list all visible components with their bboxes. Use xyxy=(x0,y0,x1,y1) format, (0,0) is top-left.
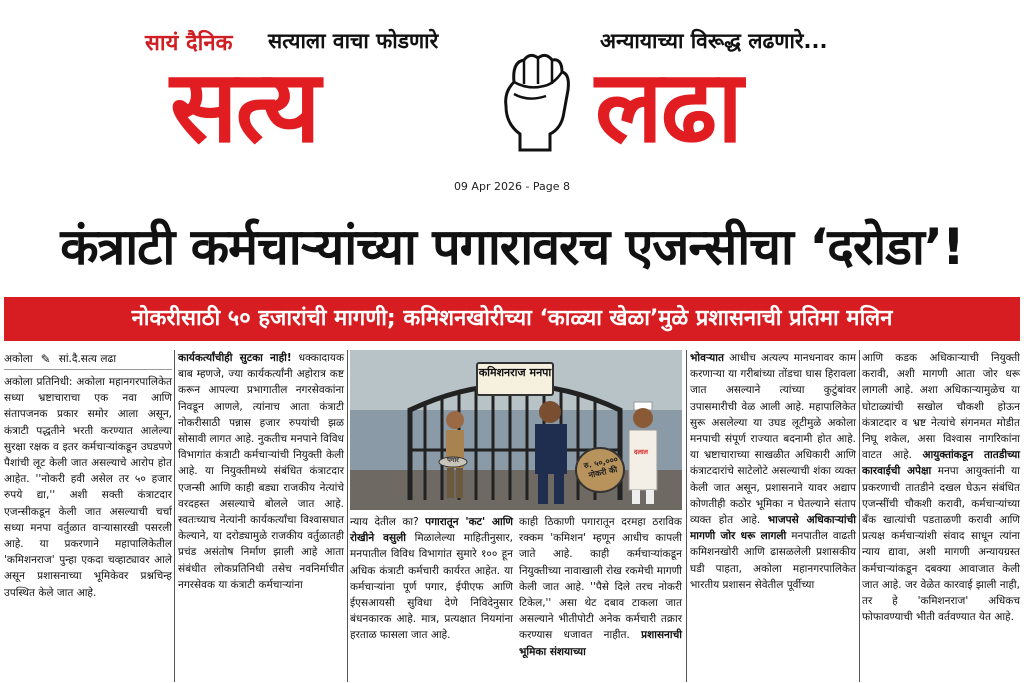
gate-sign: कमिशनराज मनपा xyxy=(476,362,554,396)
newspaper-title-right: लढा xyxy=(595,48,741,165)
dateline: 09 Apr 2026 - Page 8 xyxy=(453,180,571,193)
pen-icon: ✎ xyxy=(40,352,51,367)
coat-label: दलाल xyxy=(634,448,648,456)
column-text: मिळालेल्या माहितीनुसार, मनपातील विविध विभागांत सुमारे १०० हून अधिक कंत्राटी कर्मचारी कार्यरत आहेत. या कर्मचाऱ्यांना पूर्ण पगार, ईपीएफ आणि ईएसआयसी सुविधा देणे निविदेनुसार बंधनकारक आहे. मात्र, प्रत्यक्षात नियमांना हरताळ फासला जात आहे. xyxy=(350,532,513,642)
section-heading: आयुक्तांकडून तातडीच्या कारवाईची अपेक्षा xyxy=(862,449,1021,478)
section-heading: कार्यकर्त्यांचीही सुटका नाही! xyxy=(178,352,292,364)
column-text: आधीच अत्यल्प मानधनावर काम करणाऱ्या या गरीबांच्या तोंडचा घास हिरावला जात असल्याने त्यांच्या कुटुंबांवर उपासमारीची वेळ आली आहे. महापालिकेत सुरू असलेल्या या उघड लूटीमुळे अकोला मनपाची संपूर्ण राज्यात बदनामी होत आहे. या भ्रष्टाचाराच्या साखळीत अधिकारी आणि कंत्राटदारांचे साटेलोटे असल्याची शंका व्यक्त केली जात असून, प्रशासनाने यावर अद्याप कोणतीही कठोर भूमिका न घेतल्याने संताप व्यक्त होत आहे. xyxy=(690,352,856,527)
byline xyxy=(4,350,172,370)
column-text: आणि कडक अधिकाऱ्याची नियुक्ती करावी, अशी मागणी आता जोर धरू लागली आहे. अशा अधिकाऱ्यामुळेच या घोटाळ्यांची सखोल चौकशी होऊन कंत्राटदार व भ्रष्ट नेत्यांचे संगनमत मोडीत निघू शकेल, असा विश्वास नागरिकांना वाटत आहे. xyxy=(862,352,1020,462)
column-text: मनपा आयुक्तांनी या प्रकरणाची तातडीने दखल घेऊन संबंधित एजन्सींची चौकशी करावी, कर्मचाऱ्यांच्या बँक खात्यांची पडताळणी करावी आणि प्रत्यक्ष कर्मचाऱ्यांशी संवाद साधून त्यांना न्याय द्यावा, अशी मागणी अन्यायग्रस्त कर्मचाऱ्यांकडून दबक्या आवाजात केली जात आहे. जर वेळेत कारवाई झाली नाही, तर हे 'कमिशनराज' अधिकच फोफावण्याची भीती वर्तवण्यात येत आहे. xyxy=(862,465,1020,624)
raised-fist-icon xyxy=(484,42,584,152)
edition-tag: सायं दैनिक xyxy=(145,31,233,56)
column-text: मनपातील वाढती कमिशनखोरी आणि ढासळलेली प्रशासकीय घडी पाहता, अकोला महानगरपालिकेत भारतीय प्रशासन सेवेतील पूर्वीच्या xyxy=(690,530,856,591)
subheadline: नोकरीसाठी ५० हजारांची मागणी; कमिशनखोरीच्या ‘काळ्या खेळा’मुळे प्रशासनाची प्रतिमा मलिन xyxy=(131,306,893,331)
article-column-1 xyxy=(4,350,172,601)
section-heading: प्रशासनाची भूमिका संशयाच्या xyxy=(519,629,682,658)
column-text: अकोला प्रतिनिधी: अकोला महानगरपालिकेत सध्या भ्रष्टाचाराचा एक नवा आणि संतापजनक प्रकार समोर आला असून, कंत्राटी पद्धतीने भरती करण्यात आलेल्या सुरक्षा रक्षक व इतर कर्मचाऱ्यांकडून उघडपणे पैशांची लूट केली जात असल्याचे आरोप होत आहेत. ''नोकरी हवी असेल तर ५० हजार रुपये द्या,'' अशी सक्ती कंत्राटदार एजन्सीकडून केली जात असल्याची चर्चा सध्या मनपा वर्तुळात वाऱ्यासारखी पसरली आहे. या प्रकरणाने महापालिकेतील 'कमिशनराज' पुन्हा एकदा चव्हाट्यावर आले असून प्रशासनाच्या भूमिकेवर प्रश्नचिन्ह उपस्थित केले जात आहे. xyxy=(4,376,172,599)
tagline-left: सत्याला वाचा फोडणारे xyxy=(268,29,439,53)
tagline-right: अन्यायाच्या विरूद्ध लढणारे... xyxy=(600,29,828,53)
masthead xyxy=(0,0,1024,200)
column-divider xyxy=(347,350,348,682)
column-divider xyxy=(174,350,175,682)
section-heading: भाजपसे अधिकाऱ्यांची मागणी जोर धरू लागली xyxy=(690,514,856,543)
byline-place: अकोला xyxy=(4,353,33,366)
column-divider xyxy=(686,350,687,682)
article-column-4 xyxy=(690,350,856,593)
newspaper-title-left: सत्य xyxy=(170,48,319,165)
column-text: काही ठिकाणी पगारातून दरमहा ठराविक रक्कम 'कमिशन' म्हणून आधीच कापली जाते आहे. काही कर्मचाऱ्यांकडून नियुक्तीच्या नावाखाली रोख रकमेची मागणी केली जात आहे. ''पैसे दिले तरच नोकरी टिकेल,'' असा थेट दबाव टाकला जात असल्याने भीतीपोटी अनेक कर्मचारी तक्रार करण्यास धजावत नाहीत. xyxy=(519,516,682,642)
article-column-5 xyxy=(862,350,1020,625)
cartoon-illustration xyxy=(350,350,682,510)
main-headline: कंत्राटी कर्मचाऱ्यांच्या पगारावरच एजन्सीचा ‘दरोडा’! xyxy=(60,218,964,276)
article-column-3 xyxy=(350,350,682,660)
section-heading: भोवऱ्यात xyxy=(690,352,724,364)
column-text: धक्कादायक बाब म्हणजे, ज्या कार्यकर्त्यांनी अहोरात्र कष्ट करून आपल्या प्रभागातील नगरसेवकांना निवडून आणले, त्यांनाच आता कंत्राटी नोकरीसाठी पन्नास हजार रुपयांची झळ सोसावी लागत आहे. नुकतीच मनपाने विविध विभागांत कंत्राटी कर्मचाऱ्यांची नियुक्ती केली आहे. या नियुक्तीमध्ये संबंधित कंत्राटदार एजन्सी आणि काही बड्या राजकीय नेत्यांचे वरदहस्त असल्याचे बोलले जात आहे. स्वतःच्याच नेत्यांनी कार्यकर्त्यांचा विश्वासघात केल्याने, या दरोड्यामुळे राजकीय वर्तुळातही प्रचंड असंतोष निर्माण झाली आहे आता संबंधीत लोकप्रतिनिधी तसेच नवनिर्माचीत नगरसेवक या कंत्राटी कर्मचाऱ्यांना xyxy=(178,352,345,591)
article-column-2 xyxy=(178,350,344,593)
section-heading: पगारातून 'कट' आणि रोखीने वसुली xyxy=(350,516,514,545)
column-text: न्याय देतील का? xyxy=(350,516,426,528)
subheadline-bar xyxy=(4,297,1020,341)
bowl-label: पगार xyxy=(447,456,459,464)
byline-author: सां.दै.सत्य लढा xyxy=(58,353,117,366)
money-bag-label: रु. ५०,००० नोकरी की xyxy=(583,454,619,480)
column-divider xyxy=(859,350,860,682)
